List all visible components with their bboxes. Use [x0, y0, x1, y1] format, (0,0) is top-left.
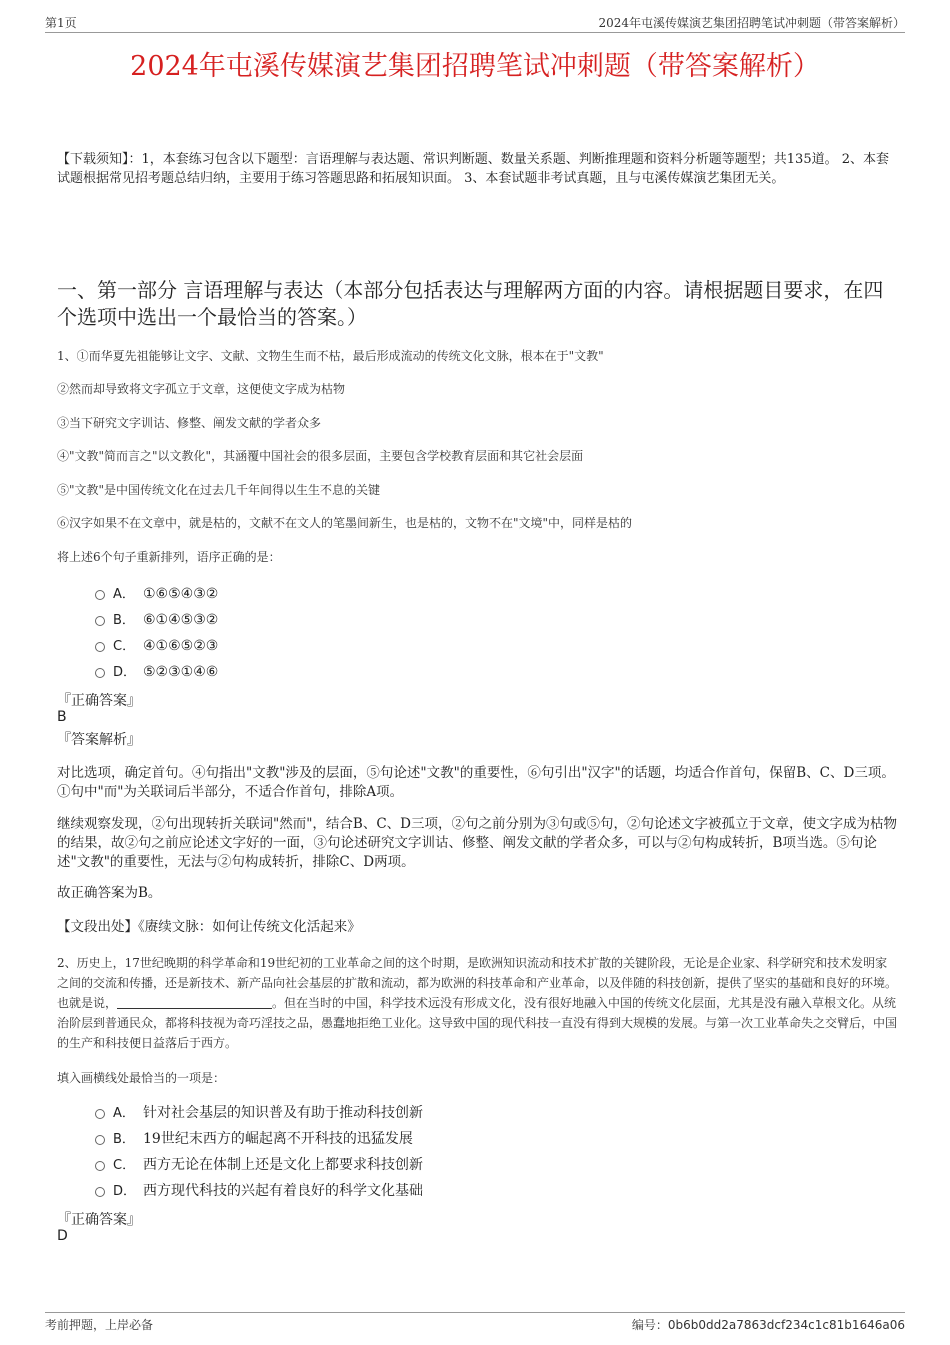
q1-option-b[interactable]: B． ⑥①④⑤③②: [95, 611, 218, 630]
q1-analysis-2: 继续观察发现，②句出现转折关联词"然而"，结合B、C、D三项，②句之前分别为③句或⑤句，②句论述文字被孤立于文章，使文字成为枯物的结果，故②句之前应论述文字好的一面，③句论述研究文字训诂、修整、阐发文献的学者众多，可以与②句构成转折，B项当选。⑤句论述"文教"的重要性，无法与②句构成转折，排除C、D两项。: [57, 816, 897, 870]
doc-code: 编号：0b6b0dd2a7863dcf234c1c81b1646a06: [631, 1318, 905, 1332]
section-heading: 一、第一部分 言语理解与表达（本部分包括表达与理解两方面的内容。请根据题目要求，在四个选项中选出一个最恰当的答案。）: [57, 278, 884, 329]
q1-line-5: ⑤"文教"是中国传统文化在过去几千年间得以生生不息的关键: [57, 483, 381, 497]
q2-prompt: 填入画横线处最恰当的一项是：: [57, 1071, 226, 1085]
page-header: [45, 14, 905, 33]
q2-option-b[interactable]: B． 19世纪末西方的崛起离不开科技的迅猛发展: [95, 1130, 413, 1149]
radio-icon[interactable]: [95, 1161, 105, 1171]
fill-blank: [117, 996, 272, 1009]
radio-icon[interactable]: [95, 668, 105, 678]
page-footer: [45, 1312, 905, 1336]
radio-icon[interactable]: [95, 1187, 105, 1197]
q1-line-2: ②然而却导致将文字孤立于文章，这便使文字成为枯物: [57, 382, 346, 396]
q1-line-3: ③当下研究文字训诂、修整、阐发文献的学者众多: [57, 416, 322, 430]
q2-stem: 2、历史上，17世纪晚期的科学革命和19世纪初的工业革命之间的这个时期，是欧洲知识流动和技术扩散的关键阶段，无论是企业家、科学研究和技术发明家之间的交流和传播，还是新技术、新产品向社会基层的扩散和流动，都为欧洲的科技革命和产业革命，以及伴随的科技创新，提供了坚实的基础和良好的环境。也就是说， 。但在当时的中国，科学技术远没有形成文化，没有很好地融入中国的传统文化层面，尤其是没有融入草根文化。从统治阶层到普通民众，都将科技视为奇巧淫技之品，愚蠢地拒绝工业化。这导致中国的现代科技一直没有得到大规模的发展。与第一次工业革命失之交臂后，中国的生产和科技便日益落后于西方。: [57, 956, 898, 1050]
radio-icon[interactable]: [95, 642, 105, 652]
q1-option-c[interactable]: C． ④①⑥⑤②③: [95, 637, 218, 656]
q1-answer-label: 『正确答案』: [57, 693, 141, 709]
q1-line-1: 1、①而华夏先祖能够让文字、文献、文物生生而不枯，最后形成流动的传统文化文脉，根本在于"文教": [57, 349, 604, 363]
q1-prompt: 将上述6个句子重新排列，语序正确的是：: [57, 550, 281, 564]
q1-option-d[interactable]: D． ⑤②③①④⑥: [95, 663, 218, 682]
q1-line-6: ⑥汉字如果不在文章中，就是枯的，文献不在文人的笔墨间新生，也是枯的，文物不在"文境"中，同样是枯的: [57, 516, 633, 530]
footer-slogan: 考前押题，上岸必备: [45, 1318, 154, 1332]
page-title: 2024年屯溪传媒演艺集团招聘笔试冲刺题（带答案解析）: [130, 51, 820, 82]
q1-answer: B: [57, 709, 67, 725]
radio-icon[interactable]: [95, 1135, 105, 1145]
q2-option-a[interactable]: A． 针对社会基层的知识普及有助于推动科技创新: [95, 1104, 423, 1123]
radio-icon[interactable]: [95, 590, 105, 600]
radio-icon[interactable]: [95, 616, 105, 626]
q1-analysis-1: 对比选项，确定首句。④句指出"文教"涉及的层面，⑤句论述"文教"的重要性，⑥句引出"汉字"的话题，均适合作首句，保留B、C、D三项。①句中"而"为关联词后半部分，不适合作首句，排除A项。: [57, 765, 895, 800]
page-number: 第1页: [45, 16, 77, 30]
q2-option-d[interactable]: D． 西方现代科技的兴起有着良好的科学文化基础: [95, 1182, 423, 1201]
q2-answer-label: 『正确答案』: [57, 1212, 141, 1228]
q1-analysis-label: 『答案解析』: [57, 732, 141, 748]
download-notice: 【下载须知】：1，本套练习包含以下题型：言语理解与表达题、常识判断题、数量关系题、判断推理题和资料分析题等题型；共135道。 2、本套试题根据常见招考题总结归纳，主要用于练习答题思路和拓展知识面。 3、本套试题非考试真题，且与屯溪传媒演艺集团无关。: [57, 152, 889, 186]
q1-analysis-3: 故正确答案为B。: [57, 885, 162, 901]
q1-line-4: ④"文教"简而言之"以文教化"，其涵覆中国社会的很多层面，主要包含学校教育层面和其它社会层面: [57, 449, 584, 463]
header-doc-title: 2024年屯溪传媒演艺集团招聘笔试冲刺题（带答案解析）: [598, 16, 905, 30]
radio-icon[interactable]: [95, 1109, 105, 1119]
q1-source: 【文段出处】《赓续文脉：如何让传统文化活起来》: [57, 919, 361, 935]
q2-answer: D: [57, 1228, 68, 1244]
q2-option-c[interactable]: C． 西方无论在体制上还是文化上都要求科技创新: [95, 1156, 423, 1175]
q1-option-a[interactable]: A． ①⑥⑤④③②: [95, 585, 218, 604]
